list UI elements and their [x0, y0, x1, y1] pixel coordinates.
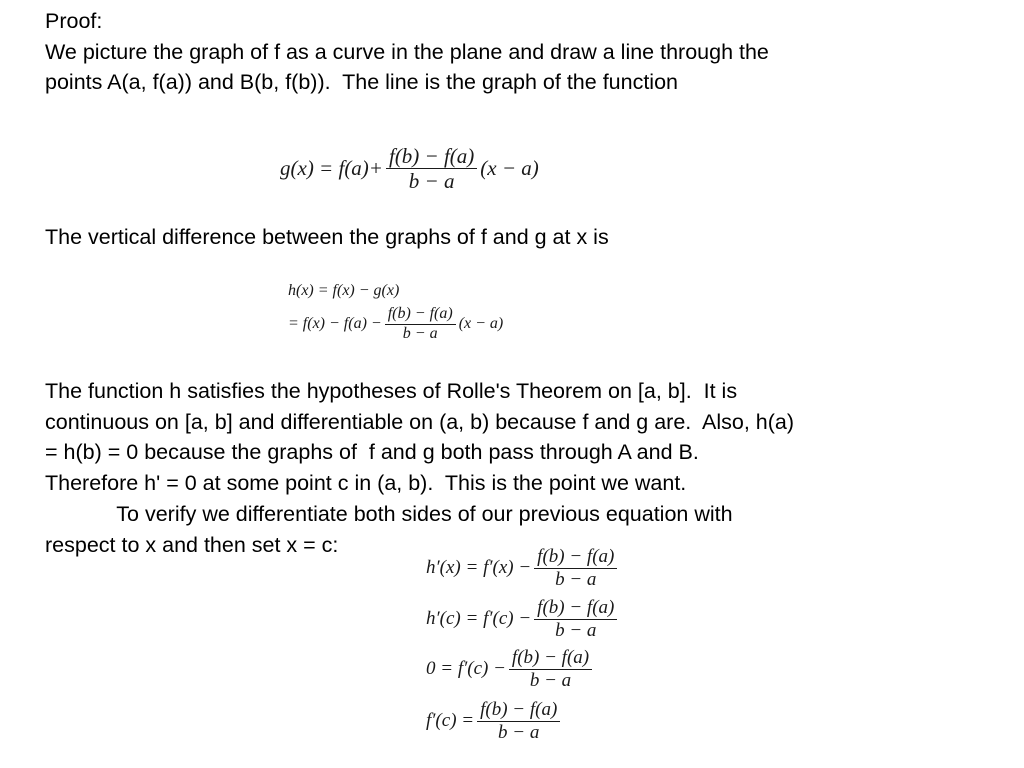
derivative-1-denominator: b − a: [555, 568, 597, 590]
equation-h-rhs: (x − a): [458, 315, 504, 333]
vertical-difference-text: The vertical difference between the graphs of f and g at x is: [45, 225, 609, 249]
derivative-2-numerator: f(b) − f(a): [534, 598, 617, 620]
proof-label: Proof:: [45, 9, 103, 33]
equation-h-numerator: f(b) − f(a): [385, 306, 456, 325]
paragraph-line-1: The function h satisfies the hypotheses of Rolle's Theorem on [a, b]. It is: [45, 379, 738, 403]
derivative-4-lhs: f′(c) =: [426, 710, 475, 732]
derivative-1-fraction: [534, 547, 617, 590]
derivative-3-denominator: b − a: [529, 669, 572, 691]
equation-h-denominator: b − a: [402, 324, 438, 342]
derivative-1-numerator: f(b) − f(a): [534, 547, 617, 569]
derivative-3-fraction: [509, 648, 592, 691]
equation-h-fraction: [385, 306, 456, 343]
paragraph-line-3: = h(b) = 0 because the graphs of f and g both pass through A and B.: [45, 440, 699, 464]
equation-g-rhs: (x − a): [480, 156, 539, 181]
equation-g-denominator: b − a: [408, 169, 455, 194]
equation-g-fraction: [386, 145, 477, 192]
equation-g-lhs: g(x) = f(a)+: [280, 156, 383, 181]
equation-h-lhs: = f(x) − f(a) −: [288, 315, 382, 333]
derivative-4-denominator: b − a: [498, 721, 540, 743]
derivative-1-lhs: h′(x) = f′(x) −: [426, 557, 532, 579]
paragraph-line-2: continuous on [a, b] and differentiable on (a, b) because f and g are. Also, h(a): [45, 410, 795, 434]
derivative-2-fraction: [534, 598, 617, 641]
equation-h-line-1: h(x) = f(x) − g(x): [288, 282, 400, 299]
derivative-2-denominator: b − a: [555, 619, 597, 641]
derivative-2-lhs: h′(c) = f′(c) −: [426, 608, 532, 630]
paragraph-line-5: To verify we differentiate both sides of our previous equation with: [45, 502, 733, 526]
equation-g: [280, 145, 539, 192]
derivative-4-numerator: f(b) − f(a): [477, 700, 560, 722]
derivative-4-fraction: [477, 700, 560, 743]
derivative-3-lhs: 0 = f′(c) −: [426, 658, 506, 680]
derivative-equation-4: [426, 700, 563, 743]
paragraph-line-6: respect to x and then set x = c:: [45, 533, 339, 557]
derivative-3-numerator: f(b) − f(a): [509, 648, 592, 670]
intro-line-1: We picture the graph of f as a curve in the plane and draw a line through the: [45, 40, 769, 64]
intro-line-2: points A(a, f(a)) and B(b, f(b)). The line is the graph of the function: [45, 70, 678, 94]
equation-h-line-2: [288, 306, 503, 343]
derivative-equation-2: [426, 598, 620, 641]
equation-g-numerator: f(b) − f(a): [386, 145, 477, 169]
paragraph-line-4: Therefore h' = 0 at some point c in (a, b). This is the point we want.: [45, 471, 687, 495]
derivative-equation-1: [426, 547, 620, 590]
derivative-equation-3: [426, 648, 595, 691]
